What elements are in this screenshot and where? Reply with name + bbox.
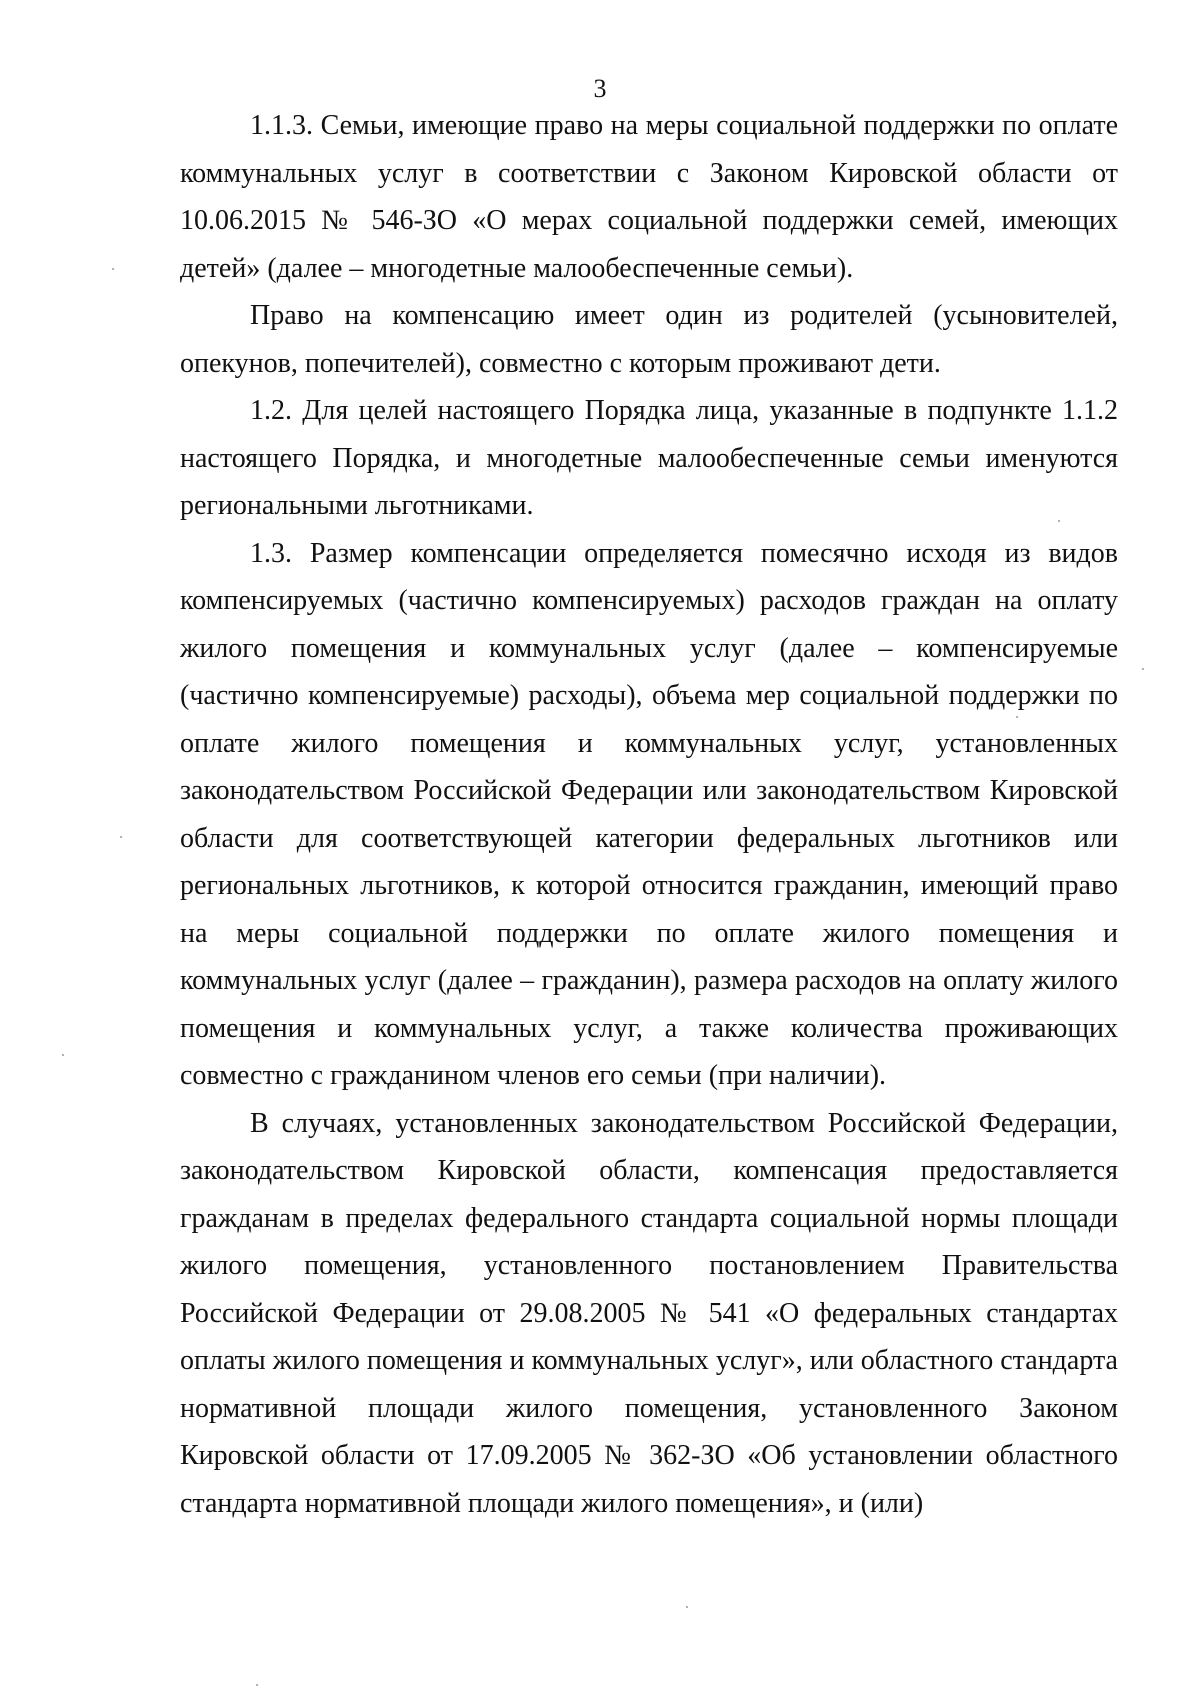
paragraph-standards: В случаях, установленных законодательством Российской Федерации, законодательством Кировской области, компенсация предоставляется гражданам в пределах федерального стандарта социальной нормы площади жилого помещения, установленного постановлением Правительства Российской Федерации от 29.08.2005 № 541 «О федеральных стандартах оплаты жилого помещения и коммунальных услуг», или областного стандарта нормативной площади жилого помещения, установленного Законом Кировской области от 17.09.2005 № 362-ЗО «Об установлении областного стандарта нормативной площади жилого помещения», и (или) bbox=[180, 1107, 1118, 1519]
scan-speck bbox=[1016, 716, 1018, 718]
scan-speck bbox=[62, 1054, 64, 1056]
paragraph-compensation-right: Право на компенсацию имеет один из родителей (усыновителей, опекунов, попечителей), совместно с которым проживают дети. bbox=[180, 300, 1118, 379]
paragraph-1-3: 1.3. Размер компенсации определяется помесячно исходя из видов компенсируемых (частично компенсируемых) расходов граждан на оплату жилого помещения и коммунальных услуг (далее – компенсируемые (частично компенсируемые) расходы), объема мер социальной поддержки по оплате жилого помещения и коммунальных услуг, установленных законодательством Российской Федерации или законодательством Кировской области для соответствующей категории федеральных льготников или региональных льготников, к которой относится гражданин, имеющий право на меры социальной поддержки по оплате жилого помещения и коммунальных услуг (далее – гражданин), размера расходов на оплату жилого помещения и коммунальных услуг, а также количества проживающих совместно с гражданином членов его семьи (при наличии). bbox=[180, 537, 1118, 1091]
scan-speck bbox=[686, 1606, 688, 1608]
scan-speck bbox=[1058, 520, 1060, 522]
scan-speck bbox=[112, 268, 114, 270]
paragraph-1-2: 1.2. Для целей настоящего Порядка лица, указанные в подпункте 1.1.2 настоящего Порядка, и многодетные малообеспеченные семьи именуются региональными льготниками. bbox=[180, 395, 1118, 521]
page-number: 3 bbox=[593, 74, 607, 103]
document-body bbox=[180, 102, 1118, 1527]
scan-speck bbox=[120, 836, 122, 838]
scan-speck bbox=[1142, 668, 1144, 670]
scan-speck bbox=[256, 1684, 258, 1686]
paragraph-1-1-3: 1.1.3. Семьи, имеющие право на меры социальной поддержки по оплате коммунальных услуг в соответствии с Законом Кировской области от 10.06.2015 № 546-ЗО «О мерах социальной поддержки семей, имеющих детей» (далее – многодетные малообеспеченные семьи). bbox=[180, 110, 1118, 284]
